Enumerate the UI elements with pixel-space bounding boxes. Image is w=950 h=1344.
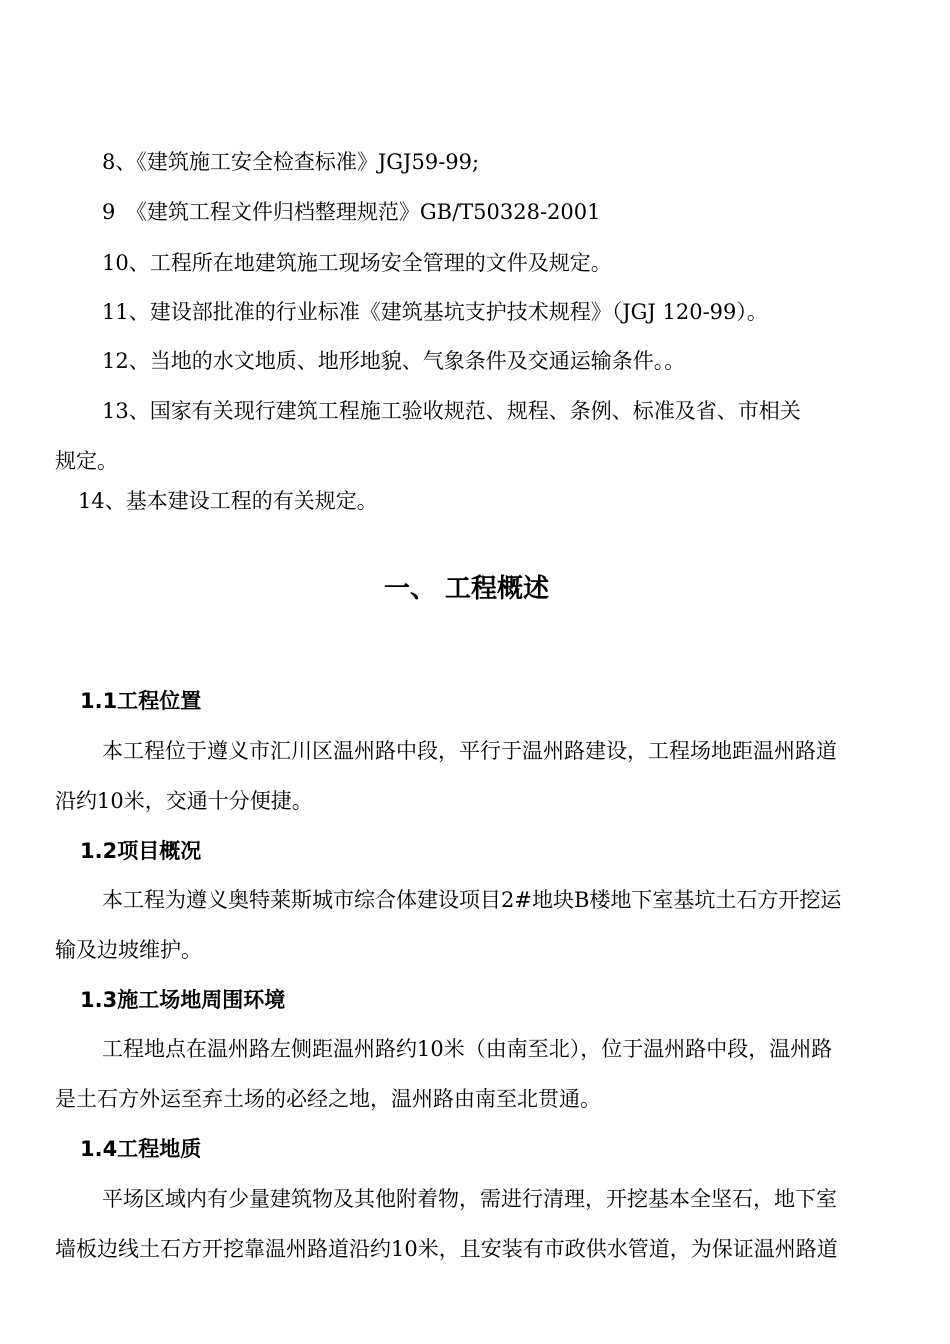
section-heading-1-2: 1.2项目概况 bbox=[80, 839, 202, 863]
paragraph-line: 平场区域内有少量建筑物及其他附着物，需进行清理，开挖基本全坚石，地下室 bbox=[102, 1187, 837, 1211]
reference-item-13-line2: 规定。 bbox=[55, 449, 118, 473]
paragraph-line: 本工程为遵义奥特莱斯城市综合体建设项目2#地块B楼地下室基坑土石方开挖运 bbox=[102, 888, 842, 912]
paragraph-line: 沿约10米，交通十分便捷。 bbox=[55, 789, 313, 813]
paragraph-line: 输及边坡维护。 bbox=[55, 938, 202, 962]
paragraph-line: 本工程位于遵义市汇川区温州路中段，平行于温州路建设，工程场地距温州路道 bbox=[102, 739, 837, 763]
chapter-title: 一、 工程概述 bbox=[384, 574, 550, 604]
reference-item-12: 12、当地的水文地质、地形地貌、气象条件及交通运输条件。。 bbox=[102, 349, 686, 373]
section-heading-1-1: 1.1工程位置 bbox=[80, 689, 202, 713]
reference-item-14: 14、基本建设工程的有关规定。 bbox=[78, 489, 378, 513]
paragraph-line: 墙板边线土石方开挖靠温州路道沿约10米，且安装有市政供水管道，为保证温州路道 bbox=[55, 1237, 838, 1261]
reference-item-11: 11、建设部批准的行业标准《建筑基坑支护技术规程》（JGJ 120-99）。 bbox=[102, 300, 768, 324]
paragraph-line: 工程地点在温州路左侧距温州路约10米（由南至北），位于温州路中段，温州路 bbox=[102, 1037, 833, 1061]
reference-item-13-line1: 13、国家有关现行建筑工程施工验收规范、规程、条例、标准及省、市相关 bbox=[102, 399, 801, 423]
reference-item-9: 9 《建筑工程文件归档整理规范》GB/T50328-2001 bbox=[102, 200, 601, 224]
section-heading-1-3: 1.3施工场地周围环境 bbox=[80, 988, 286, 1012]
section-heading-1-4: 1.4工程地质 bbox=[80, 1137, 202, 1161]
reference-item-10: 10、工程所在地建筑施工现场安全管理的文件及规定。 bbox=[102, 251, 612, 275]
paragraph-line: 是土石方外运至弃土场的必经之地，温州路由南至北贯通。 bbox=[55, 1087, 601, 1111]
reference-item-8: 8、《建筑施工安全检查标准》JGJ59-99; bbox=[102, 150, 480, 174]
